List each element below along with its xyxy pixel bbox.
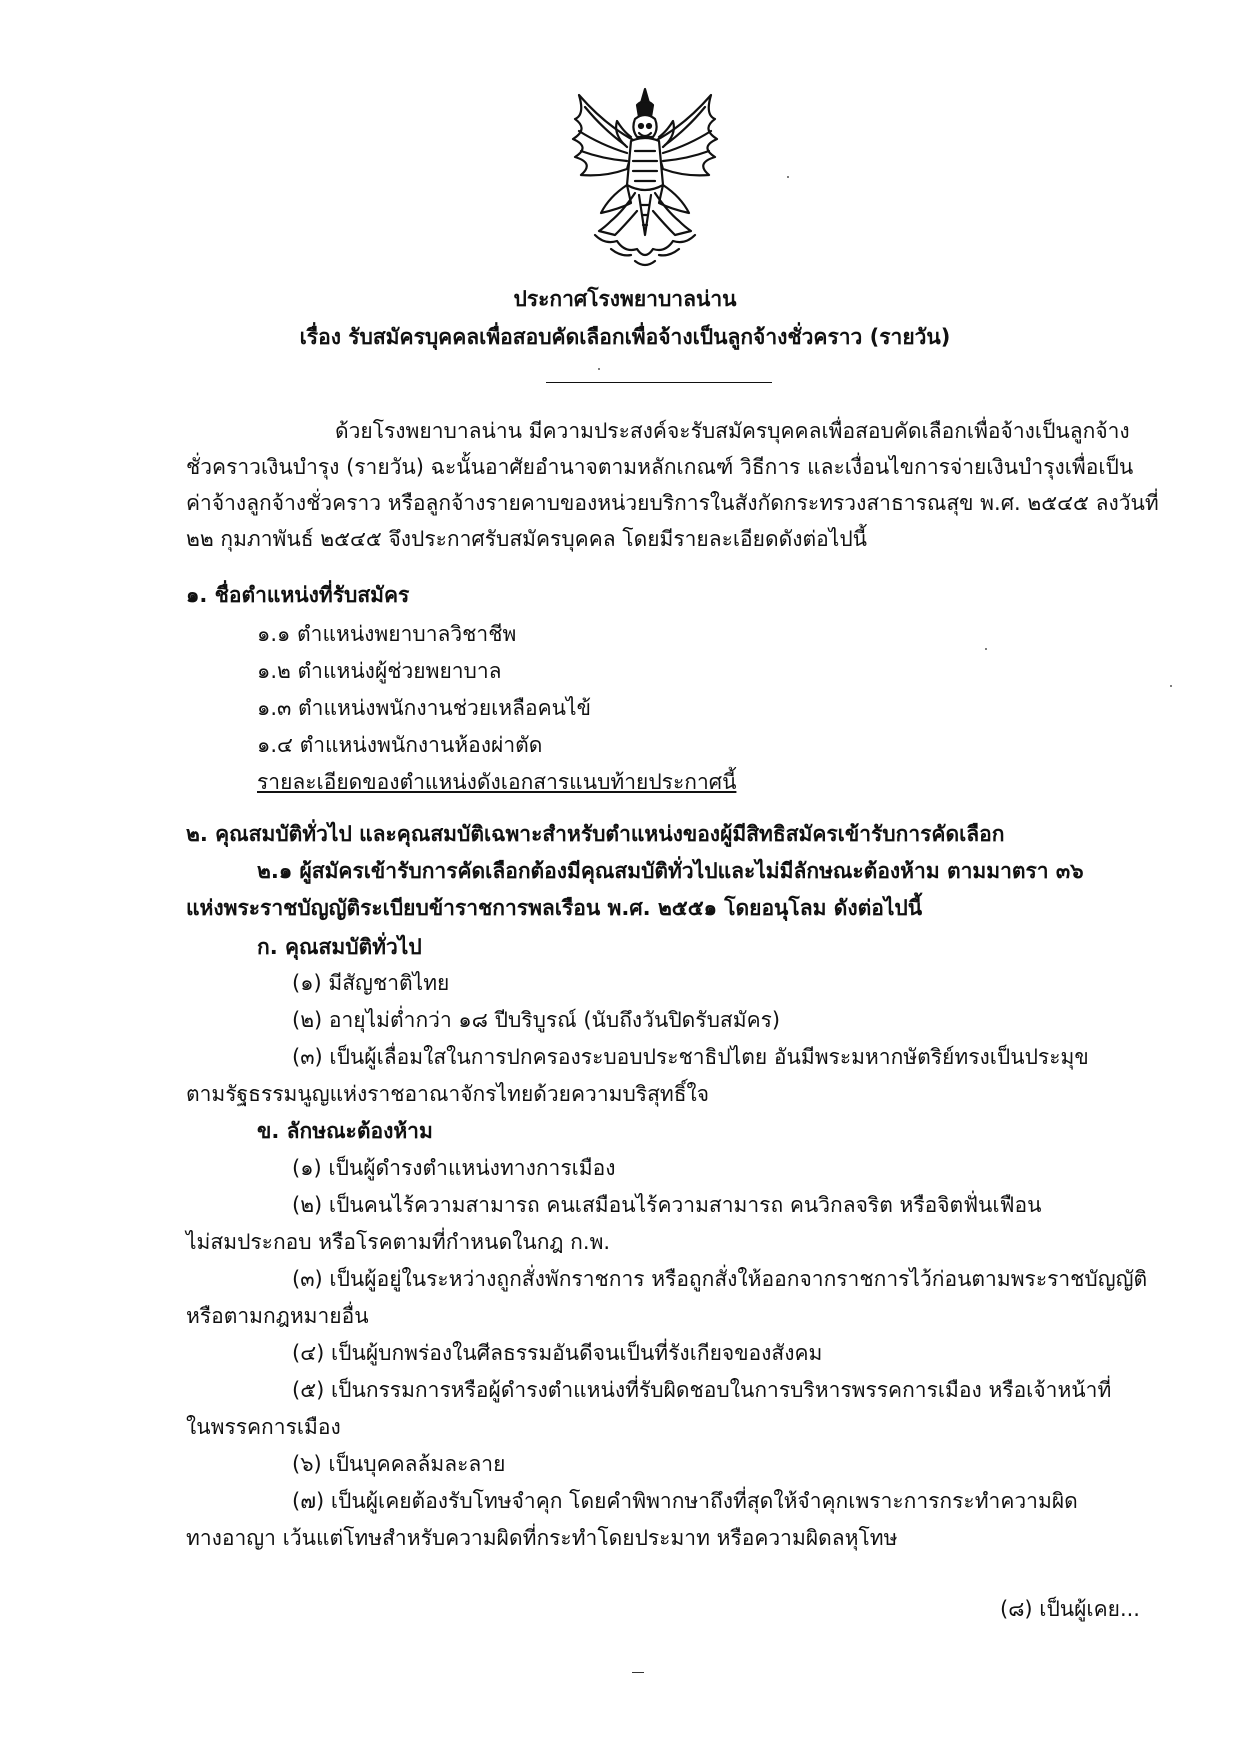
scan-speck: [598, 368, 600, 370]
scan-speck: [1170, 685, 1172, 687]
section-2-heading: ๒. คุณสมบัติทั่วไป และคุณสมบัติเฉพาะสำหรับตำแหน่งของผู้มีสิทธิสมัครเข้ารับการคัดเลือก: [186, 822, 1005, 846]
general-qualifications-heading: ก. คุณสมบัติทั่วไป: [257, 935, 422, 959]
prohibited-item-2-line-1: (๒) เป็นคนไร้ความสามารถ คนเสมือนไร้ความสามารถ คนวิกลจริต หรือจิตฟั่นเฟือน: [292, 1193, 1042, 1217]
section-2-1-line-2: แห่งพระราชบัญญัติระเบียบข้าราชการพลเรือน พ.ศ. ๒๕๕๑ โดยอนุโลม ดังต่อไปนี้: [186, 896, 923, 920]
prohibited-item-2-line-2: ไม่สมประกอบ หรือโรคตามที่กำหนดในกฎ ก.พ.: [186, 1230, 611, 1254]
attachment-note: รายละเอียดของตำแหน่งดังเอกสารแนบท้ายประกาศนี้: [257, 770, 737, 794]
position-item-1: ๑.๑ ตำแหน่งพยาบาลวิชาชีพ: [257, 622, 517, 646]
position-item-2: ๑.๒ ตำแหน่งผู้ช่วยพยาบาล: [257, 659, 502, 683]
page-footer-mark: [632, 1672, 644, 1673]
general-item-1: (๑) มีสัญชาติไทย: [292, 971, 450, 995]
intro-line-3: ค่าจ้างลูกจ้างชั่วคราว หรือลูกจ้างรายคาบของหน่วยบริการในสังกัดกระทรวงสาธารณสุข พ.ศ. ๒๕๔๕ ลงวันที่: [186, 491, 1159, 515]
intro-line-2: ชั่วคราวเงินบำรุง (รายวัน) ฉะนั้นอาศัยอำนาจตามหลักเกณฑ์ วิธีการ และเงื่อนไขการจ่ายเงินบำรุงเพื่อเป็น: [186, 455, 1134, 479]
garuda-emblem: [565, 85, 725, 270]
prohibited-item-3-line-2: หรือตามกฎหมายอื่น: [186, 1304, 369, 1328]
page-continuation: (๘) เป็นผู้เคย...: [1000, 1597, 1140, 1621]
prohibited-item-5-line-1: (๕) เป็นกรรมการหรือผู้ดำรงตำแหน่งที่รับผิดชอบในการบริหารพรรคการเมือง หรือเจ้าหน้าที่: [292, 1378, 1112, 1402]
intro-line-1: ด้วยโรงพยาบาลน่าน มีความประสงค์จะรับสมัครบุคคลเพื่อสอบคัดเลือกเพื่อจ้างเป็นลูกจ้าง: [335, 419, 1130, 443]
announcement-title: ประกาศโรงพยาบาลน่าน: [513, 287, 737, 311]
prohibited-item-7-line-1: (๗) เป็นผู้เคยต้องรับโทษจำคุก โดยคำพิพากษาถึงที่สุดให้จำคุกเพราะการกระทำความผิด: [292, 1489, 1078, 1513]
announcement-subject: เรื่อง รับสมัครบุคคลเพื่อสอบคัดเลือกเพื่อจ้างเป็นลูกจ้างชั่วคราว (รายวัน): [299, 325, 951, 349]
section-2-1-line-1: ๒.๑ ผู้สมัครเข้ารับการคัดเลือกต้องมีคุณสมบัติทั่วไปและไม่มีลักษณะต้องห้าม ตามมาตรา ๓๖: [257, 859, 1084, 883]
prohibited-heading: ข. ลักษณะต้องห้าม: [257, 1119, 433, 1143]
intro-line-4: ๒๒ กุมภาพันธ์ ๒๕๔๕ จึงประกาศรับสมัครบุคคล โดยมีรายละเอียดดังต่อไปนี้: [186, 527, 868, 551]
position-item-4: ๑.๔ ตำแหน่งพนักงานห้องผ่าตัด: [257, 733, 543, 757]
prohibited-item-1: (๑) เป็นผู้ดำรงตำแหน่งทางการเมือง: [292, 1156, 616, 1180]
prohibited-item-5-line-2: ในพรรคการเมือง: [186, 1415, 341, 1439]
position-item-3: ๑.๓ ตำแหน่งพนักงานช่วยเหลือคนไข้: [257, 696, 591, 720]
general-item-3-line-2: ตามรัฐธรรมนูญแห่งราชอาณาจักรไทยด้วยความบริสุทธิ์ใจ: [186, 1082, 710, 1106]
scan-speck: [787, 176, 789, 178]
prohibited-item-6: (๖) เป็นบุคคลล้มละลาย: [292, 1452, 506, 1476]
section-1-heading: ๑. ชื่อตำแหน่งที่รับสมัคร: [186, 583, 410, 607]
prohibited-item-3-line-1: (๓) เป็นผู้อยู่ในระหว่างถูกสั่งพักราชการ หรือถูกสั่งให้ออกจากราชการไว้ก่อนตามพระราชบัญญัติ: [292, 1267, 1148, 1291]
prohibited-item-7-line-2: ทางอาญา เว้นแต่โทษสำหรับความผิดที่กระทำโดยประมาท หรือความผิดลหุโทษ: [186, 1526, 898, 1550]
general-item-3-line-1: (๓) เป็นผู้เลื่อมใสในการปกครองระบอบประชาธิปไตย อันมีพระมหากษัตริย์ทรงเป็นประมุข: [292, 1045, 1089, 1069]
general-item-2: (๒) อายุไม่ต่ำกว่า ๑๘ ปีบริบูรณ์ (นับถึงวันปิดรับสมัคร): [292, 1008, 781, 1032]
title-divider: [546, 382, 772, 383]
prohibited-item-4: (๔) เป็นผู้บกพร่องในศีลธรรมอันดีจนเป็นที่รังเกียจของสังคม: [292, 1341, 823, 1365]
scan-speck: [985, 648, 987, 650]
